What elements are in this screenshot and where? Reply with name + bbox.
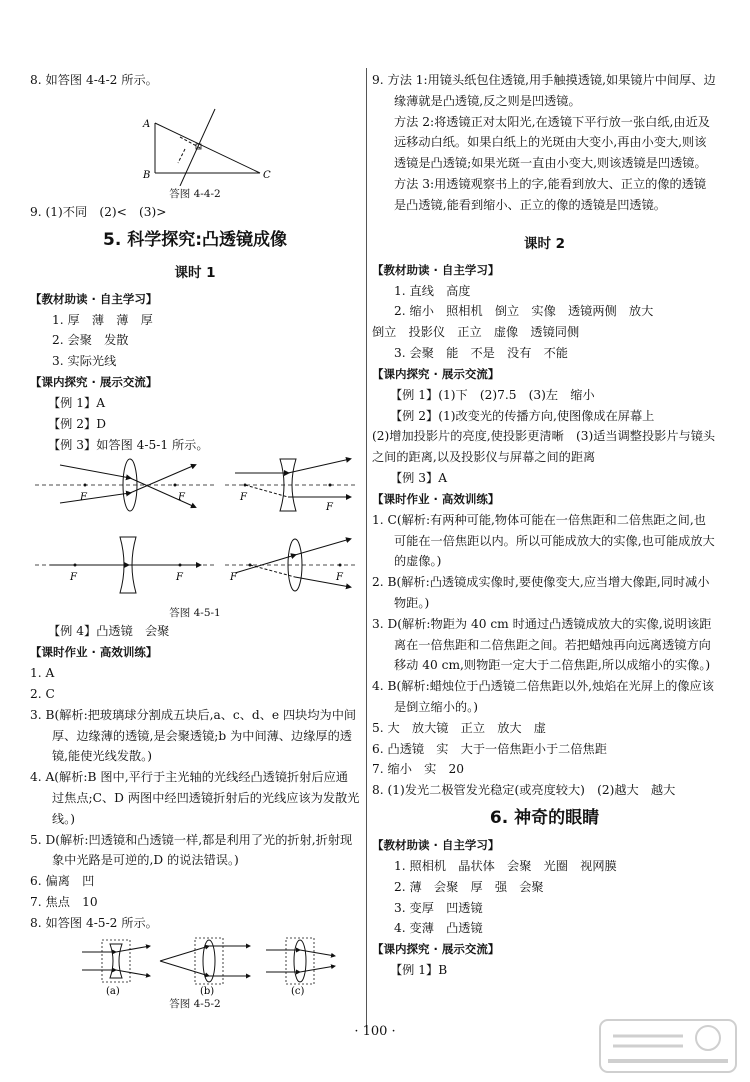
example-answer: (2)增加投影片的亮度,使投影更清晰 (3)适当调整投影片与镜头之间的距离,以及投影仪与屏幕之间的距离 [372, 429, 716, 465]
sub-label-c: (c) [291, 985, 305, 996]
answer-line: 倒立 投影仪 正立 虚像 透镜同侧 [372, 325, 580, 340]
example-answer: 【例 2】D [48, 416, 106, 431]
watermark-logo [598, 1016, 738, 1076]
example-answer: 【例 1】A [48, 395, 105, 410]
section-heading: 【课内探究 · 展示交流】 [30, 374, 158, 389]
figure-caption: 答图 4-5-2 [169, 997, 221, 1010]
homework-answer: 1. A [30, 666, 55, 681]
example-answer: 【例 3】A [390, 470, 447, 485]
figure-caption: 答图 4-5-1 [169, 607, 221, 620]
section-heading: 【教材助读 · 自主学习】 [372, 837, 500, 852]
homework-answer: 2. C [30, 686, 55, 701]
section-heading: 【教材助读 · 自主学习】 [30, 291, 158, 306]
sub-label-b: (b) [200, 985, 215, 996]
homework-answer: 6. 凸透镜 实 大于一倍焦距小于二倍焦距 [372, 741, 607, 756]
focus-label: F [178, 492, 185, 504]
example-answer: 【例 1】(1)下 (2)7.5 (3)左 缩小 [390, 387, 595, 402]
answer-9-method-2: 方法 2:将透镜正对太阳光,在透镜下平行放一张白纸,由近及远移动白纸。如果白纸上的光斑由大变小,再由小变大,则该透镜是凸透镜;如果光斑一直由小变大,则该透镜是凹透镜。 [394, 114, 710, 171]
figure-4-5-2 [30, 934, 360, 996]
point-b-label: B [143, 169, 151, 181]
homework-answer: 2. B(解析:凸透镜成实像时,要使像变大,应当增大像距,同时减小物距。) [372, 575, 710, 610]
left-column [30, 70, 360, 1012]
point-a-label: A [143, 118, 151, 130]
answer-8: 8. 如答图 4-4-2 所示。 [30, 73, 158, 87]
answer-line: 3. 变厚 凹透镜 [394, 900, 483, 915]
section-heading: 【课内探究 · 展示交流】 [372, 366, 500, 381]
focus-label: F [80, 492, 87, 504]
lesson-title: 课时 2 [523, 235, 566, 252]
homework-answer: 1. C(解析:有两种可能,物体可能在一倍焦距和二倍焦距之间,也可能在一倍焦距以内。所以可能成放大的实像,也可能成放大的虚像。) [372, 512, 715, 569]
section-title: 5. 科学探究:凸透镜成像 [102, 229, 287, 250]
answer-line: 1. 厚 薄 薄 厚 [52, 312, 153, 327]
focus-label: F [336, 572, 343, 584]
focus-label: F [70, 572, 77, 584]
answer-line: 3. 实际光线 [52, 354, 117, 369]
answer-line: 3. 会聚 能 不是 没有 不能 [394, 345, 568, 360]
homework-answer: 7. 焦点 10 [30, 894, 98, 909]
homework-answer: 8. (1)发光二极管发光稳定(或亮度较大) (2)越大 越大 [372, 783, 676, 798]
figure-4-4-2 [30, 91, 360, 186]
figure-4-5-1 [30, 455, 360, 605]
focus-label: F [326, 502, 333, 514]
section-heading: 【课时作业 · 高效训练】 [30, 645, 158, 660]
homework-answer: 7. 缩小 实 20 [372, 762, 464, 777]
answer-9-method-3: 方法 3:用透镜观察书上的字,能看到放大、正立的像的透镜是凸透镜,能看到缩小、正立的像的透镜是凹透镜。 [394, 176, 707, 212]
section-heading: 【教材助读 · 自主学习】 [372, 262, 500, 277]
answer-line: 4. 变薄 凸透镜 [394, 921, 483, 936]
homework-answer: 4. A(解析:B 图中,平行于主光轴的光线经凸透镜折射后应通过焦点;C、D 两图中经凹透镜折射后的光线应该为发散光线。) [30, 770, 360, 826]
homework-answer: 6. 偏离 凹 [30, 874, 95, 889]
lesson-title: 课时 1 [174, 264, 216, 281]
point-c-label: C [263, 169, 271, 181]
column-divider [366, 68, 367, 1028]
answer-line: 2. 会聚 发散 [52, 333, 129, 348]
page-number: · 100 · [354, 1024, 396, 1039]
focus-label: F [176, 572, 183, 584]
example-answer: 【例 1】B [390, 963, 448, 978]
focus-label: F [230, 572, 237, 584]
example-answer: 【例 3】如答图 4-5-1 所示。 [48, 437, 209, 452]
example-answer: 【例 4】凸透镜 会聚 [48, 624, 170, 639]
example-answer: 【例 2】(1)改变光的传播方向,使图像成在屏幕上 [390, 408, 655, 423]
homework-answer: 3. D(解析:物距为 40 cm 时通过凸透镜成放大的实像,说明该距离在一倍焦距和二倍焦距之间。若把蜡烛再向远离透镜方向移动 40 cm,则物距一定大于二倍焦距,所以成缩小的实像。) [372, 616, 712, 673]
focus-label: F [240, 492, 247, 504]
homework-answer: 5. D(解析:凹透镜和凸透镜一样,都是利用了光的折射,折射现象中光路是可逆的,D 的说法错误。) [30, 832, 353, 868]
answer-9: 9. (1)不同 (2)< (3)> [30, 204, 167, 219]
homework-answer: 3. B(解析:把玻璃球分割成五块后,a、c、d、e 四块均为中间厚、边缘薄的透镜,是会聚透镜;b 为中间薄、边缘厚的透镜,能使光线发散。) [30, 707, 357, 764]
homework-answer: 8. 如答图 4-5-2 所示。 [30, 915, 158, 930]
sub-label-a: (a) [106, 985, 120, 996]
section-title: 6. 神奇的眼睛 [489, 807, 600, 828]
section-heading: 【课内探究 · 展示交流】 [372, 942, 500, 957]
answer-line: 1. 照相机 晶状体 会聚 光圈 视网膜 [394, 858, 617, 873]
homework-answer: 4. B(解析:蜡烛位于凸透镜二倍焦距以外,烛焰在光屏上的像应该是倒立缩小的。) [372, 679, 714, 714]
figure-caption: 答图 4-4-2 [169, 187, 221, 200]
answer-line: 2. 缩小 照相机 倒立 实像 透镜两侧 放大 [394, 304, 654, 319]
answer-line: 2. 薄 会聚 厚 强 会聚 [394, 879, 544, 894]
section-heading: 【课时作业 · 高效训练】 [372, 491, 500, 506]
answer-line: 1. 直线 高度 [394, 283, 471, 298]
homework-answer: 5. 大 放大镜 正立 放大 虚 [372, 720, 546, 735]
answer-9-method-1: 9. 方法 1:用镜头纸包住透镜,用手触摸透镜,如果镜片中间厚、边缘薄就是凸透镜,反之则是凹透镜。 [372, 73, 716, 108]
right-column [372, 70, 717, 981]
